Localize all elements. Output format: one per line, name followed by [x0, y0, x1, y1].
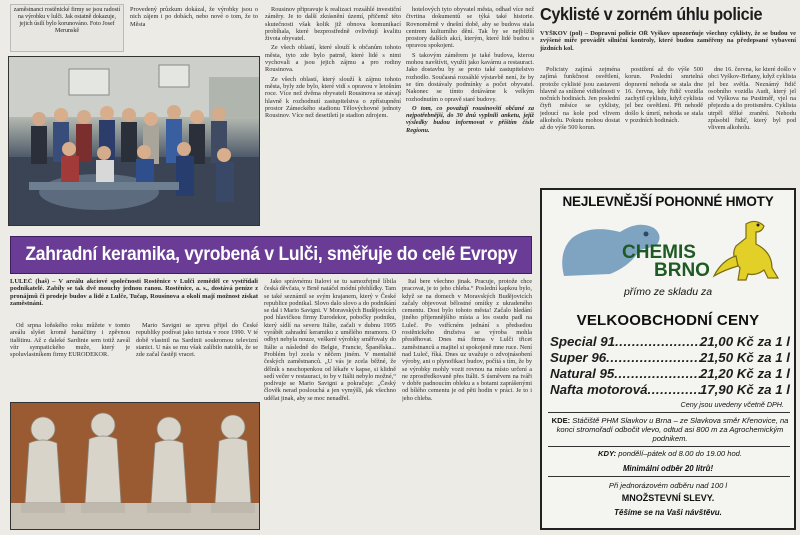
price-name: Super 96: [550, 350, 607, 365]
rousinov-para-2: Ze všech oblastí, které slouží k občanům tohoto města, tyto zde bylo patrně, které lidé s nimi vychovali a jsou jejich zájmu a pro rodiny Rousinova.: [265, 44, 401, 74]
address-text: Stáčiště PHM Slavkov u Brna – ze Slavkova směr Křenovice, na konci stromořadí odbočit vlevo, odtud asi 800 m za Agrochemickým podnikem.: [556, 416, 789, 443]
cyclists-para-3: dne 16. června, ke které došlo v obci Vyškov-Brňany, když cyklista jel bez světla. Neznámý řidič osobního vozidla Audi, který jel od Vyškova na Pustiměř, vjel na přejezdu a do protisměru. Cyklista utrpěl těžké zranění. Nehodu způsobil řidič, který byl pod vlivem alkoholu.: [708, 66, 796, 132]
article-rousinov-col1: [265, 6, 401, 232]
hours-text: pondělí–pátek od 8.00 do 19.00 hod.: [618, 449, 742, 458]
rousinov-para-1: Rousinov připravuje k realizaci rozsáhlé investiční záměry. Je to další zkrásnění území, přičemž této skutečnosti však kolik již obnova komunikací probíhala, které bezprostředně ovlivňují kvalitu života obyvatel.: [265, 6, 401, 43]
ad-address: [550, 416, 790, 443]
article-para-a: Od srpna loňského roku můžete v tomto areálu slyšet kromě hanáčtiny i zpěvnou italštinu. Až z daleké Sardinie sem totiž zavál vítr sympatického muže, který je spoluvlastníkem firmy EURODEKOR.: [10, 322, 130, 359]
ad-divider: [548, 446, 790, 447]
headline-text: Zahradní keramika, vyrobená v Lulči, směřuje do celé Evropy: [25, 244, 517, 265]
ad-hours: [550, 449, 790, 458]
rousinov-para-6: O tom, co považují rousinovští občané za nejpotřebnější, do 30 dnů vyplnili anketu, jejíž výsledky budou informovat v příštím čísle Regionu.: [406, 104, 534, 134]
cyclists-para-2: postižení až do výše 500 korun. Poslední smrtelná dopravní nehoda se stala dne 16. června, kdy řidič vozidla zachytil cyklistu, když cyklista jel bez osvětlení. Při nehodě došlo k úmrtí, nehoda se stala v pozdních hodinách.: [625, 66, 703, 125]
hours-label: KDY:: [598, 449, 617, 458]
price-dots: [614, 366, 700, 382]
article-col-d: [402, 278, 532, 535]
vat-note: Ceny jsou uvedeny včetně DPH.: [680, 400, 784, 409]
statues-photo-drawing: [11, 403, 260, 530]
ad-divider: [548, 476, 790, 477]
price-name: Special 91: [550, 334, 616, 349]
price-value: 21,00 Kč za 1 l: [699, 334, 790, 349]
price-dots: [615, 334, 700, 350]
cyclists-para-1: Policisty zajímá zejména zajímá funkčnost osvětlení, protože cyklisté jsou zastaveni hlavně za snížené viditelnosti v nočních hodinách. Jen poslední čtyři měsíce se cyklisty, jedoucí na kole pod vlivem alkoholu. Pokutu mohou dostat až do výše 500 korun.: [540, 66, 620, 132]
ad-direct-line: přímo ze skladu za: [623, 286, 713, 298]
address-label: KDE:: [551, 416, 571, 425]
price-value: 21,20 Kč za 1 l: [699, 366, 790, 381]
article-col-b: [136, 322, 258, 398]
price-value: 17,90 Kč za 1 l: [699, 382, 790, 397]
cyclists-title: Cyklisté v zorném úhlu policie: [540, 4, 763, 24]
rousinov-para-5: S takovým záměrem je také budova, kterou mohou navštívit, využít jako kavárnu a restauraci. Jako dostavbu by se proto také zastupitelstvo rozhodlo. Současná rozsáhlé výstavbě není, že by se tím dostávaly podmínky a počet obyvatel. Nakonec se tímto dotáváme k velkým rozhodnutím o opravě staré budovy.: [406, 51, 534, 103]
headline-banner: [10, 236, 532, 274]
price-name: Nafta motorová: [550, 382, 648, 397]
price-row-super: [550, 350, 790, 366]
photo-caption-top: zaměstnanci rostěnické firmy se jsou radostí na výrobku v lulči. Jak ostatně dokazuje, jejich úsilí bylo korunováno. Foto Josef Merunskě: [10, 4, 124, 52]
article-para-c: Jako správnému Italovi se tu samozřejmě líbila česká děvčata, v Brně natáčel módní přehlídky. Tam se také seznámil se svým krajanem, který v České republice podnikal. Slovo dalo slovo a do podnikání se dal i Mario Savigni. V Moravských Budějovicích pod hlavičkou firmy Eurodekor, pobočky podniku, který sídlí na severu Itálie, začali v dubnu 1995 vyrábět zahradní keramiku z umělého mramoru. O odbyt nebyla nouze, veškeré výrobky směřovaly do Itálie a následně do Belgie, Francie, Španělska... Problém byl zcela v něčem jiném. V mentalitě českých zaměstnanců. „U vás je zcela běžné, že dělník s neschopenkou od lékaře v kapse, si klidně sedí večer v restauraci, to by v Itálii nebylo možné,“ podivuje se Mario Savigni a pokračuje: „Český člověk nerad poslouchá a jen vymýšlí, jak všechno udělat jinak, aby se moc nenadřel.: [264, 278, 396, 402]
price-row-nafta: [550, 382, 790, 398]
cyclists-col2: [625, 66, 703, 182]
cyclists-col3: [708, 66, 796, 182]
cyclists-lede: VYŠKOV (pol) – Dopravní policie OŘ Vyškov upozorňuje všechny cyklisty, že se budou ve zvýšené míře provádět silniční kontroly, které budou zaměřeny na předepsané vybavení jízdních kol.: [540, 30, 796, 52]
group-photo-drawing: [9, 57, 260, 226]
article-rousinov-col2: [406, 6, 534, 232]
dinosaur-icon: [550, 216, 790, 284]
brand-brno: BRNO: [654, 260, 710, 281]
rousinov-para-3: Ze všech oblastí, který slouží k zájmu tohoto města, byly zde bylo, které vidí s opravou v letošním roce. Více než dvěma obyvateli Rousinova se stávají hlavně k rozhodnutí zastupitelstva o zpřístupnění prostor Zámeckého stadionu Tělovýchovné jednoty Rousinov. Více než desetiletí je stadion zdrojem.: [265, 75, 401, 120]
statues-photo: [10, 402, 260, 530]
top-left-text: Provedený průzkum dokázal, že výrobky jsou o nich zájem i po dobách, nebo nové o tom, že to Města: [130, 6, 258, 28]
price-name: Natural 95: [550, 366, 615, 381]
article-para-d: Ital bere všechno jinak. Pracuje, protože chce pracovat, je to jeho chleba.“ Poslední kapkou bylo, když se na domech v Moravských Budějovicích začaly objevovat bělostné omítky z ukradeného cementu. Dost bylo tohoto města! Začalo hledání jiného příjemnějšího místa a los osudu padl na Luleč. Po vstřícném jednání s předsedou rostěnického družstva se výroba mohla přestěhovat. Dnes má firma v Lulči třicet zaměstnanců a majitel si spokojeně mne ruce. Není nad Luleč, říká. Dnes uz uvažuje o zdvojnásobení výroby, ani o plynofikaci budov, počítá s tím, že by se výrobky mohly vozit rovnou na místo určení a ne zprostředkovaně přes Itálii. S úsměvem na tváři v dobře padnoucím obleku a s botami zaprášenými od bílého cementu je od pěti hodin v práci. Je to i jeho chleba.: [402, 278, 532, 402]
ad-thanks: Těšíme se na Vaši návštěvu.: [614, 508, 722, 517]
ad-divider: [548, 412, 790, 413]
price-dots: [648, 382, 700, 398]
article-col-a: [10, 322, 130, 398]
ad-bulk-note: Při jednorázovém odběru nad 100 l: [608, 481, 728, 490]
cyclists-col1: [540, 66, 620, 182]
article-para-b: Mario Savigni se zprvu přijel do České republiky podívat jako turista v roce 1990. V té době vlastnil na Sardinii soukromou televizní stanici. U nás se mu však zalíbilo natolik, že se zde začal častěji vracet.: [136, 322, 258, 359]
price-dots: [606, 350, 700, 366]
ad-min-order: Minimální odběr 20 litrů!: [622, 464, 714, 473]
price-value: 21,50 Kč za 1 l: [699, 350, 790, 365]
ad-discount: MNOŽSTEVNÍ SLEVY.: [621, 493, 715, 503]
rousinov-para-4: hotelových tyto obyvatel města, odhad více než čtvrtina dokumentů se týká také historie. Rovnoměrně v dnešní době, aby se budova stala centrem kulturního dění. Tak by se nejbližší prostory dalších akcí, kterým, které lidé budou s opravou spokojeni.: [406, 6, 534, 50]
price-row-natural: [550, 366, 790, 382]
price-list: [550, 334, 790, 398]
chemis-logo: [550, 216, 790, 284]
brand-chemis: CHEMIS: [622, 242, 696, 263]
price-row-special: [550, 334, 790, 350]
article-lede: LULEČ (haš) – V areálu akciové společnosti Rostěnice v Lulči zeměděl ce vystřídali podnikatelé. Zabíly se tak dvě mouchy jednou ranou. Rostěnice, a. s., dostává peníze z pronájmů či prodeje budov a lidé z Lulče, Tučap, Rousínova a okolí mají možnost získat zaměstnání.: [10, 278, 258, 308]
ad-headline: NEJLEVNĚJŠÍ POHONNÉ HMOTY: [562, 194, 774, 209]
fuel-advertisement: [540, 188, 796, 530]
article-col-c: [264, 278, 396, 535]
group-photo: [8, 56, 260, 226]
ad-wholesale-prices: VELKOOBCHODNÍ CENY: [576, 312, 760, 329]
